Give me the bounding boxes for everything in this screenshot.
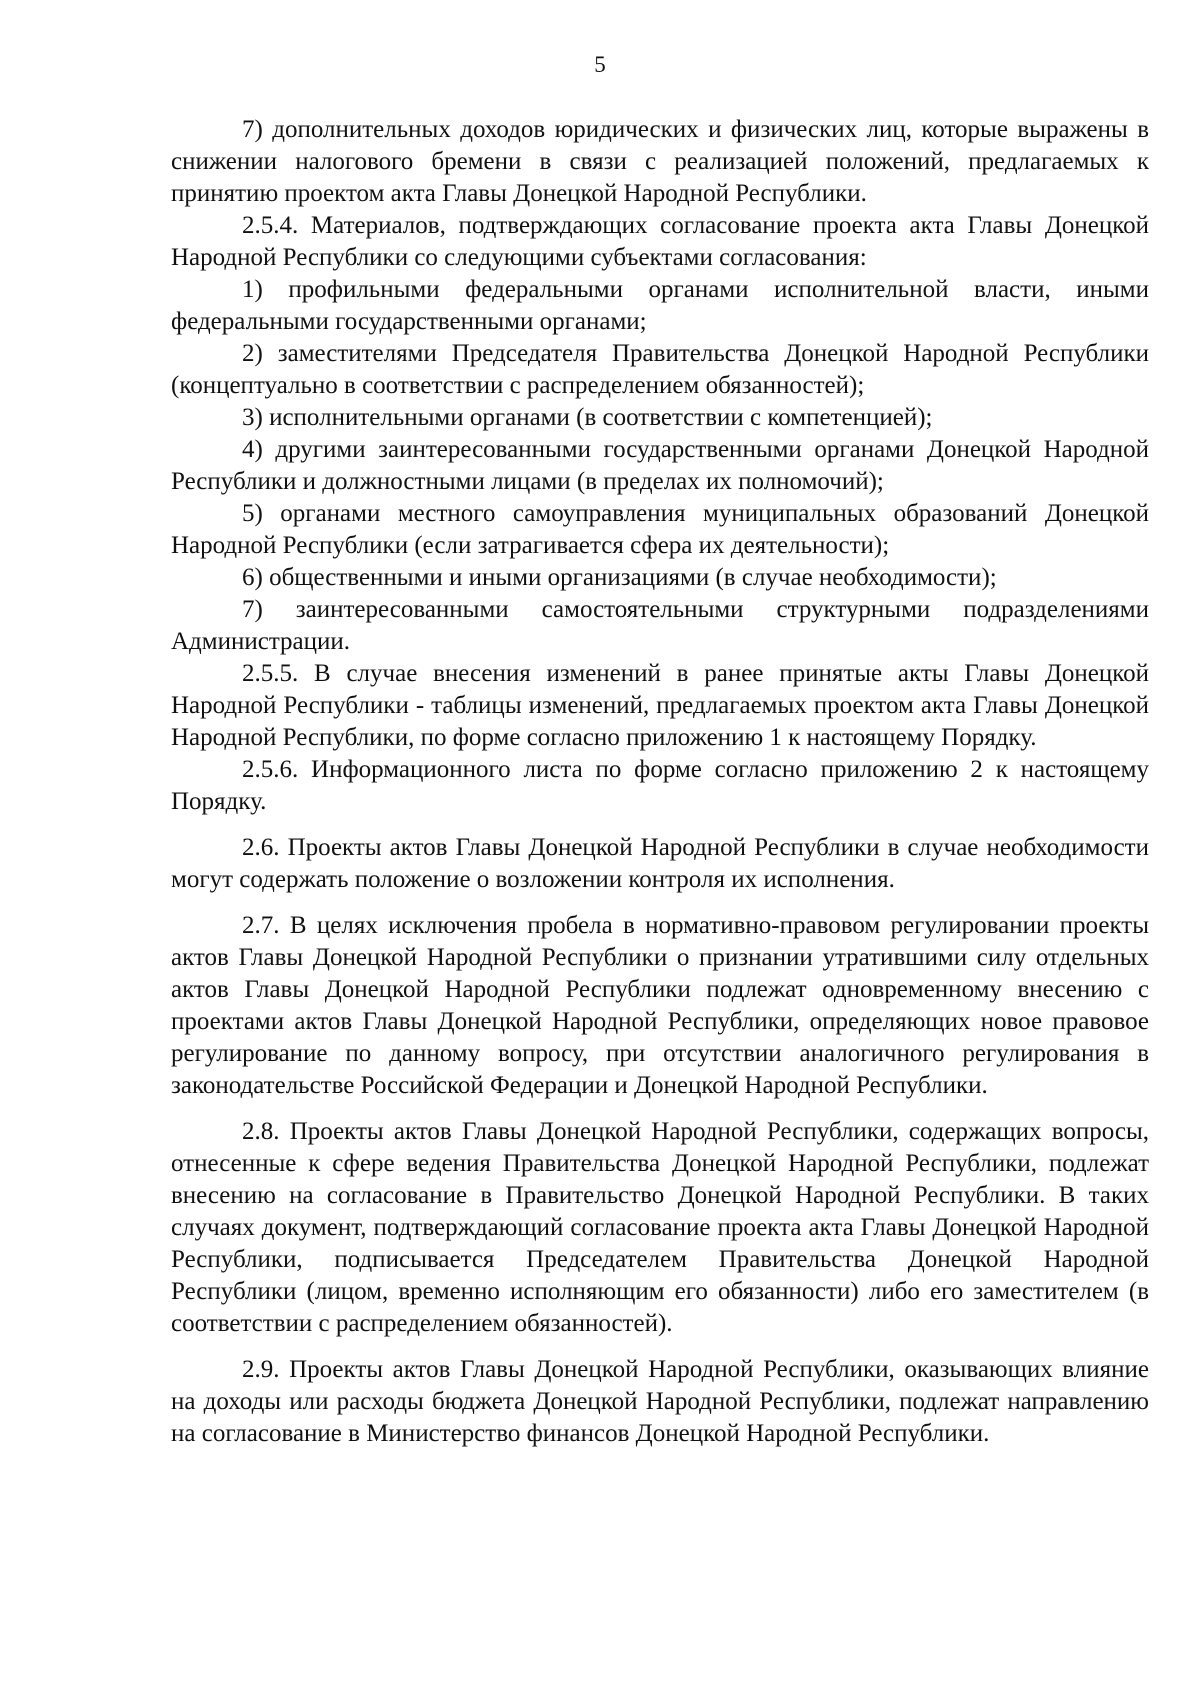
paragraph-2-8: 2.8. Проекты актов Главы Донецкой Народной Республики, содержащих вопросы, отнесенные к сфере ведения Правительства Донецкой Народной Республики, подлежат внесению на согласование в Правительство Донецкой Народной Республики. В таких случаях документ, подтверждающий согласование проекта акта Главы Донецкой Народной Республики, подписывается Председателем Правительства Донецкой Народной Республики (лицом, временно исполняющим его обязанности) либо его заместителем (в соответствии с распределением обязанностей). xyxy=(171,1118,1149,1337)
paragraph-2-5-4: 2.5.4. Материалов, подтверждающих согласование проекта акта Главы Донецкой Народной Республики со следующими субъектами согласования: xyxy=(171,212,1149,271)
list-item-5: 5) органами местного самоуправления муниципальных образований Донецкой Народной Республики (если затрагивается сфера их деятельности); xyxy=(171,500,1149,559)
page-number: 5 xyxy=(594,52,606,77)
paragraph-gap xyxy=(171,818,1149,832)
paragraph-2-5-5: 2.5.5. В случае внесения изменений в ранее принятые акты Главы Донецкой Народной Республики - таблицы изменений, предлагаемых проектом акта Главы Донецкой Народной Республики, по форме согласно приложению 1 к настоящему Порядку. xyxy=(171,660,1149,751)
paragraph-item-7-income: 7) дополнительных доходов юридических и физических лиц, которые выражены в снижении налогового бремени в связи с реализацией положений, предлагаемых к принятию проектом акта Главы Донецкой Народной Республики. xyxy=(171,116,1149,207)
paragraph-gap xyxy=(171,1102,1149,1116)
paragraph-gap xyxy=(171,896,1149,910)
paragraph-2-7: 2.7. В целях исключения пробела в нормативно-правовом регулировании проекты актов Главы Донецкой Народной Республики о признании утратившими силу отдельных актов Главы Донецкой Народной Республики подлежат одновременному внесению с проектами актов Главы Донецкой Народной Республики, определяющих новое правовое регулирование по данному вопросу, при отсутствии аналогичного регулирования в законодательстве Российской Федерации и Донецкой Народной Республики. xyxy=(171,912,1149,1099)
list-item-3: 3) исполнительными органами (в соответствии с компетенцией); xyxy=(242,404,933,431)
paragraph-gap xyxy=(171,1340,1149,1354)
paragraph-2-5-6: 2.5.6. Информационного листа по форме согласно приложению 2 к настоящему Порядку. xyxy=(171,756,1149,815)
list-item-1: 1) профильными федеральными органами исполнительной власти, иными федеральными государственными органами; xyxy=(171,276,1149,335)
paragraph-2-6: 2.6. Проекты актов Главы Донецкой Народной Республики в случае необходимости могут содержать положение о возложении контроля их исполнения. xyxy=(171,834,1149,893)
list-item-4: 4) другими заинтересованными государственными органами Донецкой Народной Республики и должностными лицами (в пределах их полномочий); xyxy=(171,436,1149,495)
paragraph-2-9: 2.9. Проекты актов Главы Донецкой Народной Республики, оказывающих влияние на доходы или расходы бюджета Донецкой Народной Республики, подлежат направлению на согласование в Министерство финансов Донецкой Народной Республики. xyxy=(171,1356,1149,1447)
list-item-7: 7) заинтересованными самостоятельными структурными подразделениями Администрации. xyxy=(171,596,1149,655)
list-item-2: 2) заместителями Председателя Правительства Донецкой Народной Республики (концептуально в соответствии с распределением обязанностей); xyxy=(171,340,1149,399)
list-item-6: 6) общественными и иными организациями (в случае необходимости); xyxy=(242,564,997,591)
document-body xyxy=(171,114,1149,1450)
